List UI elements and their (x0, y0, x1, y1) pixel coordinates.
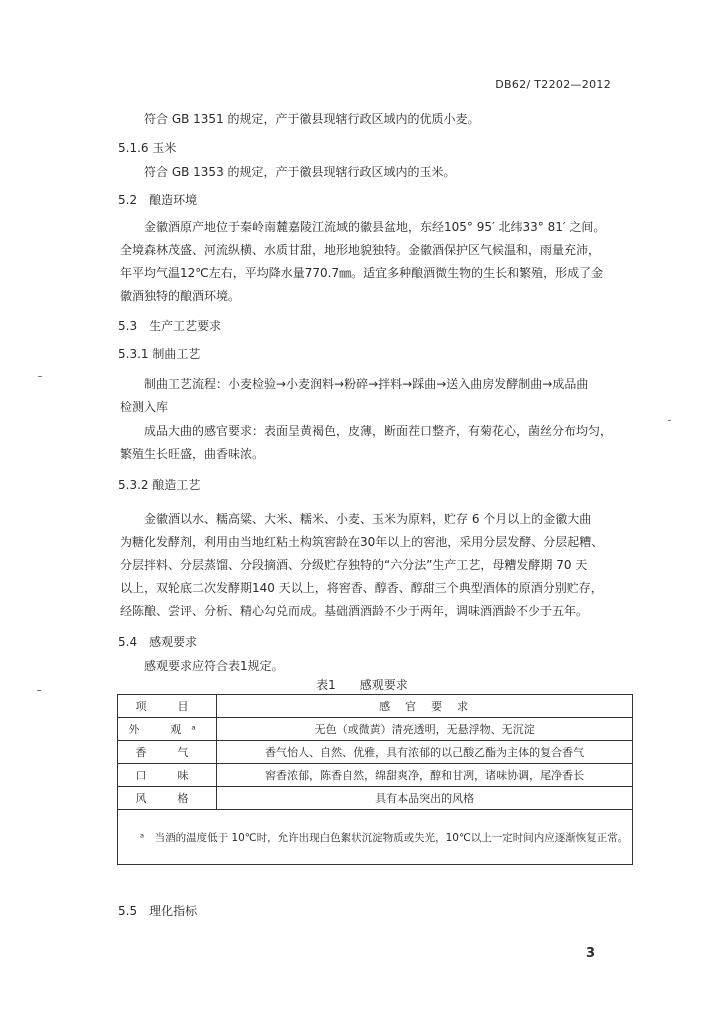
paragraph-environment-line: 年平均气温12℃左右，平均降水量770.7㎜。适宜多种酿酒微生物的生长和繁殖，形成了金 (120, 266, 604, 280)
section-heading-5-3-2: 5.3.2 酿造工艺 (118, 478, 201, 492)
scan-mark (37, 690, 41, 691)
section-heading-5-3-1: 5.3.1 制曲工艺 (118, 347, 201, 361)
table-row (118, 718, 633, 741)
paragraph-environment-line: 徽酒独特的酿酒环境。 (120, 289, 241, 303)
table-row (118, 741, 633, 764)
table-header-row (118, 695, 633, 718)
table-cell-item: 口 味 (118, 764, 217, 787)
paragraph-environment-line: 全境森林茂盛、河流纵横、水质甘甜，地形地貌独特。金徽酒保护区气候温和，雨量充沛， (120, 243, 601, 257)
table-cell-requirement: 香气怡人、自然、优雅，具有浓郁的以己酸乙酯为主体的复合香气 (217, 741, 633, 764)
paragraph-koji-process-line: 检测入库 (120, 400, 169, 414)
table-caption: 表1 感观要求 (316, 678, 408, 692)
table-row (118, 787, 633, 810)
table-footnote-row (118, 810, 633, 865)
scan-mark (38, 376, 42, 377)
page-number: 3 (586, 946, 596, 961)
sensory-requirements-table (117, 694, 633, 865)
paragraph-koji-sensory-line: 繁殖生长旺盛，曲香味浓。 (120, 447, 265, 461)
section-heading-5-3: 5.3 生产工艺要求 (118, 319, 222, 333)
table-cell-requirement: 窖香浓郁，陈香自然，绵甜爽净，醇和甘冽，诸味协调，尾净香长 (217, 764, 633, 787)
table-cell-item: 香 气 (118, 741, 217, 764)
section-heading-5-1-6: 5.1.6 玉米 (118, 141, 177, 155)
paragraph-brewing-line: 分层拌料、分层蒸馏、分段摘酒、分级贮存独特的“六分法”生产工艺，母糟发酵期 70 天 (120, 558, 588, 572)
table-cell-item: 风 格 (118, 787, 217, 810)
paragraph-sensory-intro: 感观要求应符合表1规定。 (144, 659, 284, 673)
table-cell-requirement: 具有本品突出的风格 (217, 787, 633, 810)
scan-mark (668, 420, 671, 421)
table-header-cell: 感 官 要 求 (217, 695, 633, 718)
table-cell-requirement: 无色（或微黄）清亮透明，无悬浮物、无沉淀 (217, 718, 633, 741)
paragraph-environment-line: 金徽酒原产地位于秦岭南麓嘉陵江流域的徽县盆地，东经105° 95′ 北纬33° 81′ 之间。 (144, 220, 606, 234)
section-heading-5-5: 5.5 理化指标 (118, 904, 198, 918)
paragraph-brewing-line: 金徽酒以水、糯高粱、大米、糯米、小麦、玉米为原料，贮存 6 个月以上的金徽大曲 (144, 512, 592, 526)
paragraph-brewing-line: 为糖化发酵剂，利用由当地红粘土构筑窖龄在30年以上的窖池，采用分层发酵、分层起糟、 (120, 535, 604, 549)
table-row (118, 764, 633, 787)
paragraph-brewing-line: 以上，双轮底二次发酵期140 天以上，将窖香、醇香、醇甜三个典型酒体的原酒分别贮存， (120, 581, 603, 595)
paragraph-brewing-line: 经陈酿、尝评、分析、精心勾兑而成。基础酒酒龄不少于两年，调味酒酒龄不少于五年。 (120, 604, 589, 618)
table-footnote: ᵃ 当酒的温度低于 10℃时，允许出现白色絮状沉淀物质或失光，10℃以上一定时间内应逐渐恢复正常。 (118, 810, 633, 865)
table-header-cell: 项 目 (118, 695, 217, 718)
paragraph-corn: 符合 GB 1353 的规定，产于徽县现辖行政区域内的玉米。 (144, 165, 456, 179)
document-code: DB62/ T2202—2012 (495, 78, 611, 91)
paragraph-koji-sensory-line: 成品大曲的感官要求：表面呈黄褐色，皮薄，断面茬口整齐，有菊花心，菌丝分布均匀， (144, 424, 613, 438)
table-cell-item: 外 观ᵃ (118, 718, 217, 741)
paragraph-koji-process-line: 制曲工艺流程：小麦检验→小麦润料→粉碎→拌料→踩曲→送入曲房发酵制曲→成品曲 (144, 377, 589, 391)
section-heading-5-2: 5.2 酿造环境 (118, 193, 198, 207)
section-heading-5-4: 5.4 感观要求 (118, 635, 198, 649)
paragraph-wheat: 符合 GB 1351 的规定，产于徽县现辖行政区域内的优质小麦。 (144, 112, 480, 126)
